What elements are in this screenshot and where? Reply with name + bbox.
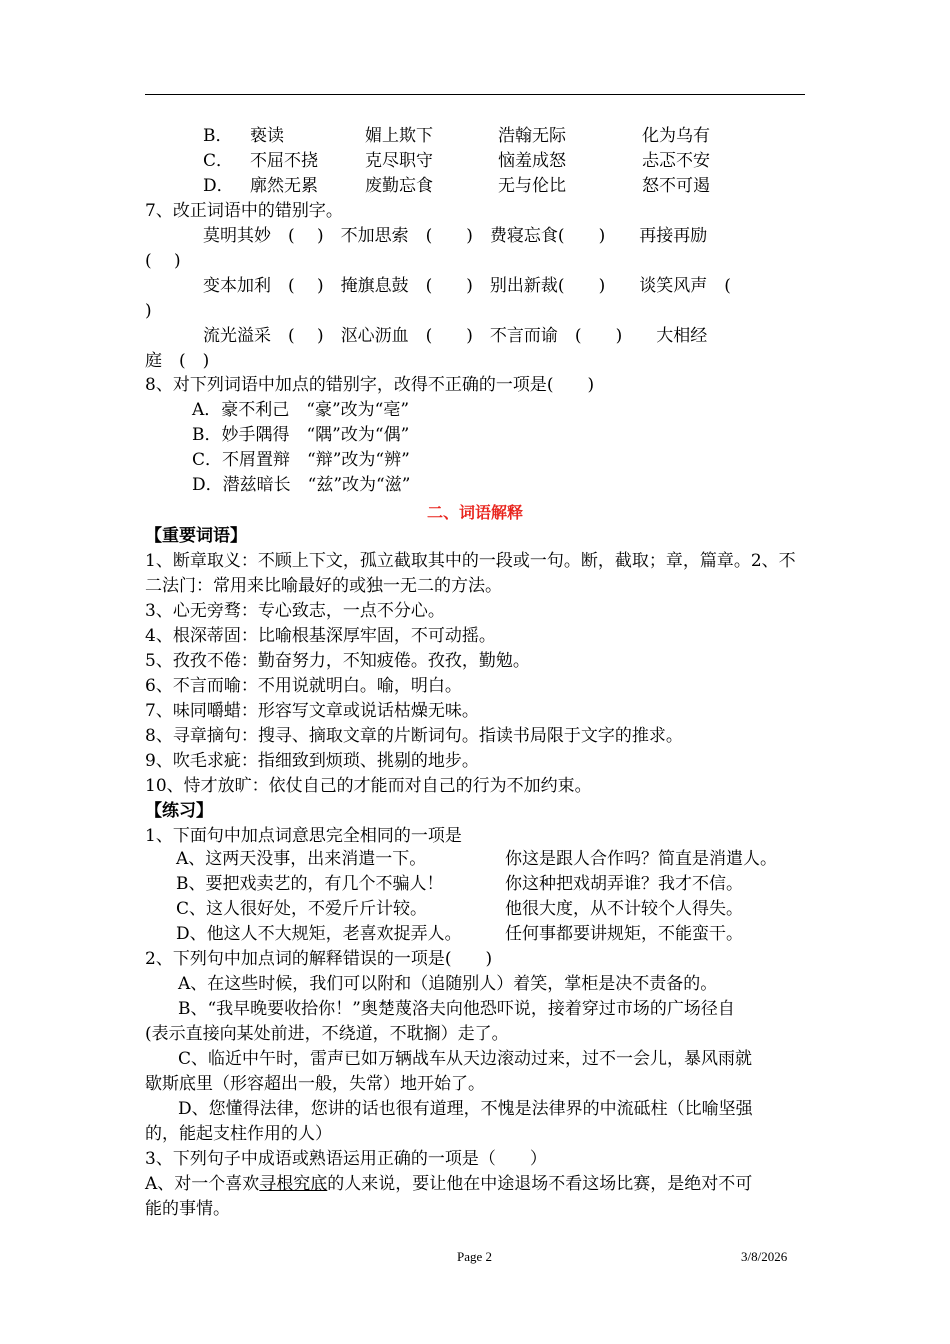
option-word: 媚上欺下 — [365, 126, 433, 146]
option-word: 怒不可遏 — [642, 176, 710, 196]
vocab-line: 7、味同嚼蜡：形容写文章或说话枯燥无味。 — [145, 701, 479, 721]
q7-line2b: ) — [145, 301, 152, 321]
header-rule — [145, 94, 805, 95]
q8-option: A．豪不利己 “豪”改为“亳” — [192, 400, 410, 420]
q2-option-b: B、“我早晚要收拾你！”奥楚蔑洛夫向他恐吓说，接着穿过市场的广场径自 — [178, 999, 735, 1019]
q7-line3: 流光溢采 ( ) 沤心沥血 ( ) 不言而谕 ( ) 大相经 — [203, 326, 708, 346]
option-label: D． — [203, 176, 234, 196]
vocab-heading: 【重要词语】 — [145, 526, 247, 546]
vocab-line: 8、寻章摘句：搜寻、摘取文章的片断词句。指读书局限于文字的推求。 — [145, 726, 683, 746]
vocab-line: 4、根深蒂固：比喻根基深厚牢固，不可动摇。 — [145, 626, 496, 646]
option-row-b — [0, 125, 950, 147]
practice-q3: 3、下列句子中成语或熟语运用正确的一项是（ ） — [145, 1149, 547, 1169]
q7-line2: 变本加利 ( ) 掩旗息鼓 ( ) 别出新裁( ) 谈笑风声 ( — [203, 276, 731, 296]
option-word: 不屈不挠 — [250, 151, 318, 171]
q7-line1b: ( ) — [145, 251, 181, 271]
q3-text: A、对一个喜欢 — [145, 1174, 260, 1194]
option-row-d — [0, 175, 950, 197]
option-word: 廓然无累 — [250, 176, 318, 196]
q3-option-a-cont: 能的事情。 — [145, 1199, 230, 1219]
q2-option-c-cont: 歇斯底里（形容超出一般，失常）地开始了。 — [145, 1074, 485, 1094]
q7-line3b: 庭 ( ) — [145, 351, 210, 371]
option-word: 亵读 — [250, 126, 284, 146]
q1-option-left: B、要把戏卖艺的，有几个不骗人！ — [176, 874, 444, 894]
option-word: 废勤忘食 — [365, 176, 433, 196]
q1-option-right: 他很大度，从不计较个人得失。 — [505, 899, 743, 919]
option-word: 恼羞成怒 — [498, 151, 566, 171]
q1-option-right: 你这种把戏胡弄谁？我才不信。 — [505, 874, 743, 894]
q8-option: C．不屑置辩 “辩”改为“辨” — [192, 450, 410, 470]
vocab-line: 9、吹毛求疵：指细致到烦琐、挑剔的地步。 — [145, 751, 479, 771]
q8-title: 8、对下列词语中加点的错别字，改得不正确的一项是( ) — [145, 375, 595, 395]
q2-option-d-cont: 的，能起支柱作用的人） — [145, 1124, 332, 1144]
q3-option-a — [145, 1173, 752, 1195]
q2-option-b-cont: (表示直接向某处前进，不绕道，不耽搁）走了。 — [145, 1024, 509, 1044]
vocab-line: 6、不言而喻：不用说就明白。喻，明白。 — [145, 676, 462, 696]
option-word: 浩翰无际 — [498, 126, 566, 146]
practice-q2: 2、下列句中加点词的解释错误的一项是( ) — [145, 949, 493, 969]
q1-option-right: 你这是跟人合作吗？简直是消遣人。 — [505, 849, 777, 869]
q1-option-row — [0, 873, 950, 895]
q2-option-d: D、您懂得法律，您讲的话也很有道理，不愧是法律界的中流砥柱（比喻坚强 — [178, 1099, 753, 1119]
option-word: 忐忑不安 — [642, 151, 710, 171]
q1-option-row — [0, 848, 950, 870]
option-word: 克尽职守 — [365, 151, 433, 171]
option-word: 化为乌有 — [642, 126, 710, 146]
option-label: B． — [203, 126, 233, 146]
option-word: 无与伦比 — [498, 176, 566, 196]
q2-option-c: C、临近中午时，雷声已如万辆战车从天边滚动过来，过不一会儿，暴风雨就 — [178, 1049, 753, 1069]
page-number: Page 2 — [457, 1249, 493, 1264]
q8-option: D．潜兹暗长 “兹”改为“滋” — [192, 475, 411, 495]
q1-option-row — [0, 923, 950, 945]
option-row-c — [0, 150, 950, 172]
q1-option-row — [0, 898, 950, 920]
q2-option-a: A、在这些时候，我们可以附和（追随别人）着笑，掌柜是决不责备的。 — [178, 974, 718, 994]
practice-q1: 1、下面句中加点词意思完全相同的一项是 — [145, 826, 462, 846]
footer-date: 3/8/2026 — [741, 1249, 788, 1264]
q7-line1: 莫明其妙 ( ) 不加思索 ( ) 费寝忘食( ) 再接再励 — [203, 226, 708, 246]
vocab-line: 二法门：常用来比喻最好的或独一无二的方法。 — [145, 576, 502, 596]
practice-heading: 【练习】 — [145, 801, 213, 821]
vocab-line: 1、断章取义：不顾上下文，孤立截取其中的一段或一句。断，截取；章，篇章。2、不 — [145, 551, 796, 571]
q1-option-left: C、这人很好处，不爱斤斤计较。 — [176, 899, 428, 919]
q3-text: 的人来说，要让他在中途退场不看这场比赛，是绝对不可 — [327, 1174, 753, 1194]
q3-underlined-idiom: 寻根究底 — [259, 1174, 328, 1194]
q7-title: 7、改正词语中的错别字。 — [145, 201, 343, 221]
section-heading: 二、词语解释 — [426, 503, 523, 522]
q1-option-left: A、这两天没事，出来消遣一下。 — [176, 849, 427, 869]
vocab-line: 5、孜孜不倦：勤奋努力，不知疲倦。孜孜，勤勉。 — [145, 651, 530, 671]
q1-option-right: 任何事都要讲规矩，不能蛮干。 — [505, 924, 743, 944]
q1-option-left: D、他这人不大规矩，老喜欢捉弄人。 — [176, 924, 462, 944]
q8-option: B．妙手隅得 “隅”改为“偶” — [192, 425, 410, 445]
vocab-line: 10、恃才放旷：依仗自己的才能而对自己的行为不加约束。 — [145, 776, 592, 796]
option-label: C． — [203, 151, 234, 171]
vocab-line: 3、心无旁骛：专心致志，一点不分心。 — [145, 601, 445, 621]
